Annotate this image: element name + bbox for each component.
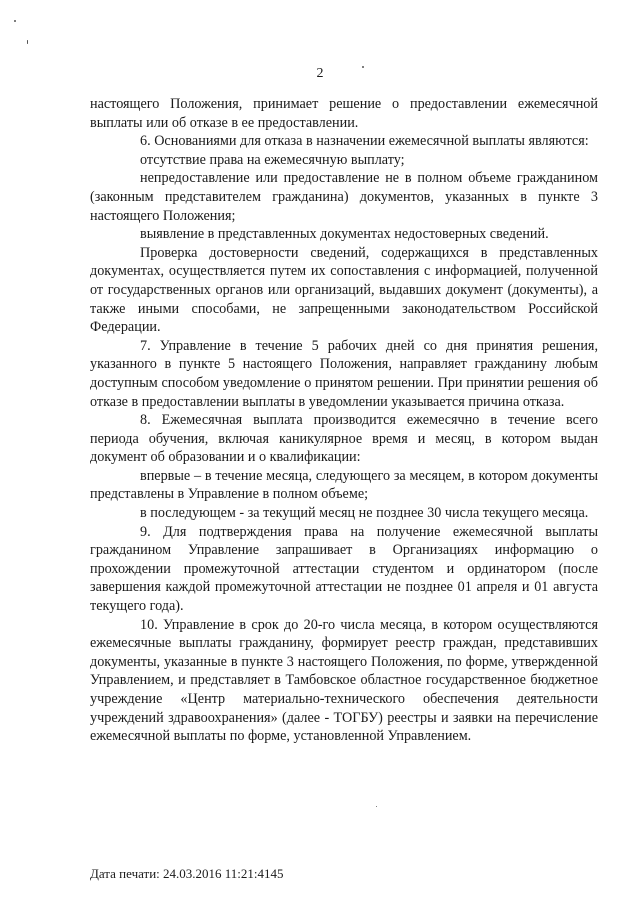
paragraph-item-8: 8. Ежемесячная выплата производится ежемесячно в течение всего периода обучения, включая каникулярное время и месяц, в котором выдан документ об образовании и о квалификации: xyxy=(90,412,598,466)
paragraph-item-10: 10. Управление в срок до 20-го числа месяца, в котором осуществляются ежемесячные выплаты гражданину, формирует реестр граждан, представивших документы, указанные в пункте 3 настоящего Положения, по форме, утвержденной Управлением, и представляет в Тамбовское областное государственное бюджетное учреждение «Центр материально-технического обеспечения деятельности учреждений здравоохранения» (далее - ТОГБУ) реестры и заявки на перечисление ежемесячной выплаты по форме, установленной Управлением. xyxy=(90,616,598,745)
paragraph-item-7: 7. Управление в течение 5 рабочих дней со дня принятия решения, указанного в пункте 5 настоящего Положения, направляет гражданину любым доступным способом уведомление о принятом решении. При принятии решения об отказе в предоставлении выплаты в уведомлении указывается причина отказа. xyxy=(90,337,598,410)
paragraph: отсутствие права на ежемесячную выплату; xyxy=(140,151,405,168)
paragraph: впервые – в течение месяца, следующего за месяцем, в котором документы представлены в Управление в полном объеме; xyxy=(90,467,598,503)
scan-speck xyxy=(376,806,377,807)
print-date-footer: Дата печати: 24.03.2016 11:21:4145 xyxy=(90,866,284,881)
document-body xyxy=(90,95,598,746)
paragraph: настоящего Положения, принимает решение о предоставлении ежемесячной выплаты или об отказе в ее предоставлении. xyxy=(90,96,598,131)
paragraph-item-9: 9. Для подтверждения права на получение ежемесячной выплаты гражданином Управление запрашивает в Организациях информацию о прохождении промежуточной аттестации студентом и ординатором (после завершения каждой промежуточной аттестации не позднее 01 апреля и 01 августа текущего года). xyxy=(90,523,598,615)
scan-speck xyxy=(27,40,28,44)
scan-speck xyxy=(14,20,16,22)
paragraph: выявление в представленных документах недостоверных сведений. xyxy=(140,226,549,243)
paragraph: непредоставление или предоставление не в полном объеме гражданином (законным представителем гражданина) документов, указанных в пункте 3 настоящего Положения; xyxy=(90,170,598,224)
paragraph: в последующем - за текущий месяц не позднее 30 числа текущего месяца. xyxy=(140,505,589,522)
paragraph: Проверка достоверности сведений, содержащихся в представленных документах, осуществляется путем их сопоставления с информацией, полученной от государственных органов или организаций, выдавших документ (документы), а также иными способами, не запрещенными законодательством Российской Федерации. xyxy=(90,244,598,336)
page-number: 2 xyxy=(316,66,324,81)
paragraph-item-6: 6. Основаниями для отказа в назначении ежемесячной выплаты являются: xyxy=(140,133,589,150)
